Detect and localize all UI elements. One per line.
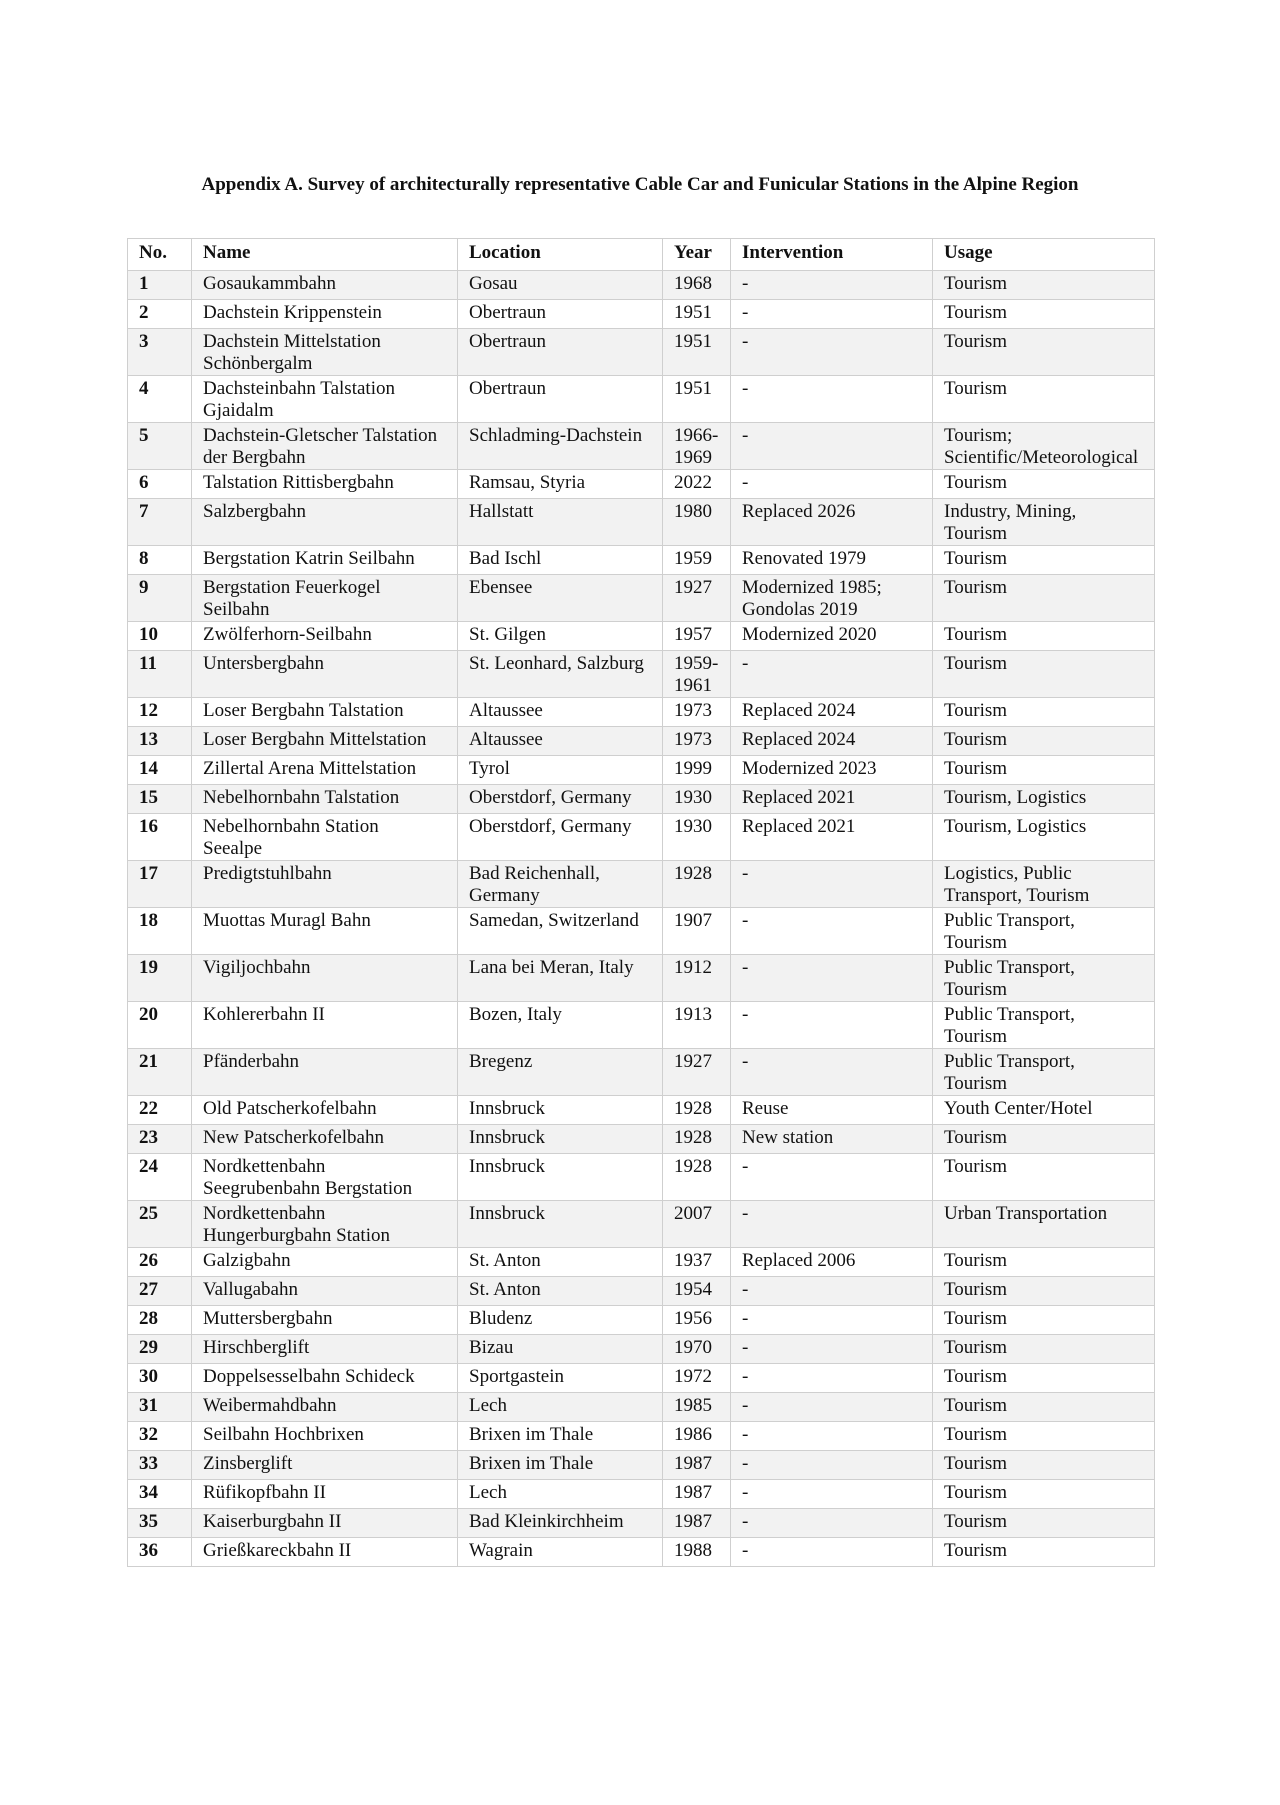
cell-year: 1912: [663, 955, 731, 1002]
cell-intervention: Replaced 2021: [731, 785, 933, 814]
cell-year: 1927: [663, 575, 731, 622]
cell-intervention: -: [731, 955, 933, 1002]
cell-name: Zillertal Arena Mittelstation: [192, 756, 458, 785]
table-row: [128, 271, 1155, 300]
cell-no: 27: [128, 1277, 192, 1306]
cell-year: 1927: [663, 1049, 731, 1096]
cell-name: Kohlererbahn II: [192, 1002, 458, 1049]
cell-usage: Tourism: [933, 1364, 1155, 1393]
cell-year: 1951: [663, 376, 731, 423]
cell-year: 1951: [663, 329, 731, 376]
cell-intervention: -: [731, 300, 933, 329]
table-row: [128, 908, 1155, 955]
cell-year: 1985: [663, 1393, 731, 1422]
table-row: [128, 1049, 1155, 1096]
table-row: [128, 727, 1155, 756]
cell-name: Bergstation Katrin Seilbahn: [192, 546, 458, 575]
cell-name: Seilbahn Hochbrixen: [192, 1422, 458, 1451]
table-row: [128, 1393, 1155, 1422]
cell-location: Obertraun: [458, 300, 663, 329]
cell-intervention: -: [731, 1509, 933, 1538]
cell-name: Nebelhornbahn Station Seealpe: [192, 814, 458, 861]
cell-intervention: -: [731, 423, 933, 470]
cell-intervention: -: [731, 271, 933, 300]
table-row: [128, 651, 1155, 698]
cell-no: 34: [128, 1480, 192, 1509]
cell-no: 31: [128, 1393, 192, 1422]
cell-name: Zinsberglift: [192, 1451, 458, 1480]
cell-intervention: Modernized 1985; Gondolas 2019: [731, 575, 933, 622]
cell-year: 1954: [663, 1277, 731, 1306]
cell-usage: Tourism: [933, 651, 1155, 698]
cell-year: 1956: [663, 1306, 731, 1335]
cell-location: St. Anton: [458, 1248, 663, 1277]
table-row: [128, 1154, 1155, 1201]
column-header-location: Location: [458, 239, 663, 271]
cell-usage: Tourism: [933, 470, 1155, 499]
table-row: [128, 546, 1155, 575]
cell-usage: Tourism: [933, 1451, 1155, 1480]
cell-name: Nebelhornbahn Talstation: [192, 785, 458, 814]
cell-location: Bregenz: [458, 1049, 663, 1096]
cell-location: Innsbruck: [458, 1201, 663, 1248]
cell-intervention: New station: [731, 1125, 933, 1154]
cell-year: 1980: [663, 499, 731, 546]
cell-year: 1987: [663, 1509, 731, 1538]
cell-no: 8: [128, 546, 192, 575]
cell-no: 16: [128, 814, 192, 861]
cell-location: Wagrain: [458, 1538, 663, 1567]
cell-no: 25: [128, 1201, 192, 1248]
cell-location: Altaussee: [458, 727, 663, 756]
table-row: [128, 1480, 1155, 1509]
cell-year: 1957: [663, 622, 731, 651]
cell-no: 7: [128, 499, 192, 546]
cell-location: Innsbruck: [458, 1154, 663, 1201]
cell-intervention: -: [731, 1306, 933, 1335]
cell-usage: Tourism: [933, 1306, 1155, 1335]
cell-intervention: Reuse: [731, 1096, 933, 1125]
cell-name: New Patscherkofelbahn: [192, 1125, 458, 1154]
table-row: [128, 1096, 1155, 1125]
cell-year: 1907: [663, 908, 731, 955]
cell-usage: Urban Transportation: [933, 1201, 1155, 1248]
cell-intervention: -: [731, 1201, 933, 1248]
cell-intervention: Replaced 2006: [731, 1248, 933, 1277]
cell-no: 29: [128, 1335, 192, 1364]
cell-location: Bizau: [458, 1335, 663, 1364]
cell-name: Muttersbergbahn: [192, 1306, 458, 1335]
cell-year: 1930: [663, 785, 731, 814]
cell-intervention: Replaced 2026: [731, 499, 933, 546]
cell-usage: Logistics, Public Transport, Tourism: [933, 861, 1155, 908]
cell-intervention: -: [731, 1480, 933, 1509]
cell-usage: Tourism: [933, 727, 1155, 756]
cell-location: Sportgastein: [458, 1364, 663, 1393]
cell-intervention: -: [731, 1335, 933, 1364]
cell-intervention: -: [731, 908, 933, 955]
table-row: [128, 470, 1155, 499]
cell-location: Obertraun: [458, 329, 663, 376]
column-header-year: Year: [663, 239, 731, 271]
cell-year: 1928: [663, 861, 731, 908]
cell-intervention: Replaced 2021: [731, 814, 933, 861]
cell-name: Salzbergbahn: [192, 499, 458, 546]
cell-name: Weibermahdbahn: [192, 1393, 458, 1422]
cell-name: Dachstein Mittelstation Schönbergalm: [192, 329, 458, 376]
cell-year: 1966- 1969: [663, 423, 731, 470]
cell-no: 11: [128, 651, 192, 698]
cell-name: Nordkettenbahn Hungerburgbahn Station: [192, 1201, 458, 1248]
cell-no: 12: [128, 698, 192, 727]
cell-location: Tyrol: [458, 756, 663, 785]
cell-no: 28: [128, 1306, 192, 1335]
cell-location: Ramsau, Styria: [458, 470, 663, 499]
cell-usage: Tourism: [933, 1125, 1155, 1154]
cell-usage: Tourism: [933, 1480, 1155, 1509]
cell-usage: Public Transport, Tourism: [933, 908, 1155, 955]
cell-no: 20: [128, 1002, 192, 1049]
cell-name: Gosaukammbahn: [192, 271, 458, 300]
table-row: [128, 785, 1155, 814]
cell-usage: Tourism: [933, 546, 1155, 575]
cell-location: Innsbruck: [458, 1125, 663, 1154]
cell-location: Lech: [458, 1480, 663, 1509]
cell-no: 26: [128, 1248, 192, 1277]
cell-no: 22: [128, 1096, 192, 1125]
cell-year: 1930: [663, 814, 731, 861]
cell-no: 35: [128, 1509, 192, 1538]
table-row: [128, 622, 1155, 651]
cell-location: Altaussee: [458, 698, 663, 727]
cell-location: Obertraun: [458, 376, 663, 423]
cell-usage: Tourism, Logistics: [933, 785, 1155, 814]
table-row: [128, 423, 1155, 470]
cell-name: Untersbergbahn: [192, 651, 458, 698]
table-row: [128, 376, 1155, 423]
cell-usage: Public Transport, Tourism: [933, 1049, 1155, 1096]
cell-location: St. Leonhard, Salzburg: [458, 651, 663, 698]
cell-usage: Tourism: [933, 756, 1155, 785]
cell-no: 24: [128, 1154, 192, 1201]
cell-usage: Tourism: [933, 1509, 1155, 1538]
cell-name: Loser Bergbahn Mittelstation: [192, 727, 458, 756]
cell-usage: Public Transport, Tourism: [933, 955, 1155, 1002]
cell-usage: Tourism: [933, 1422, 1155, 1451]
table-row: [128, 1451, 1155, 1480]
cell-location: Oberstdorf, Germany: [458, 814, 663, 861]
cell-name: Zwölferhorn-Seilbahn: [192, 622, 458, 651]
cell-usage: Tourism: [933, 698, 1155, 727]
cell-usage: Tourism: [933, 1277, 1155, 1306]
cell-no: 18: [128, 908, 192, 955]
cell-usage: Industry, Mining, Tourism: [933, 499, 1155, 546]
cell-no: 15: [128, 785, 192, 814]
cell-name: Hirschberglift: [192, 1335, 458, 1364]
cell-intervention: -: [731, 1422, 933, 1451]
cell-location: Samedan, Switzerland: [458, 908, 663, 955]
table-row: [128, 1306, 1155, 1335]
cell-intervention: -: [731, 1277, 933, 1306]
cell-intervention: -: [731, 470, 933, 499]
table-row: [128, 329, 1155, 376]
cell-year: 2022: [663, 470, 731, 499]
cell-usage: Tourism; Scientific/Meteorological: [933, 423, 1155, 470]
table-row: [128, 1422, 1155, 1451]
cell-year: 1913: [663, 1002, 731, 1049]
cell-year: 1973: [663, 727, 731, 756]
cell-usage: Public Transport, Tourism: [933, 1002, 1155, 1049]
table-row: [128, 1201, 1155, 1248]
cell-name: Vigiljochbahn: [192, 955, 458, 1002]
cell-name: Bergstation Feuerkogel Seilbahn: [192, 575, 458, 622]
cell-no: 17: [128, 861, 192, 908]
table-row: [128, 1364, 1155, 1393]
cell-no: 13: [128, 727, 192, 756]
table-header: [128, 239, 1155, 271]
cell-intervention: Replaced 2024: [731, 727, 933, 756]
cell-no: 9: [128, 575, 192, 622]
cell-intervention: -: [731, 1451, 933, 1480]
cell-location: Bad Kleinkirchheim: [458, 1509, 663, 1538]
cell-year: 1959- 1961: [663, 651, 731, 698]
cell-location: St. Anton: [458, 1277, 663, 1306]
cell-usage: Tourism: [933, 376, 1155, 423]
cell-location: Lech: [458, 1393, 663, 1422]
cell-year: 1987: [663, 1480, 731, 1509]
cell-name: Grießkareckbahn II: [192, 1538, 458, 1567]
cell-no: 1: [128, 271, 192, 300]
cell-intervention: -: [731, 861, 933, 908]
cell-no: 10: [128, 622, 192, 651]
cell-location: Brixen im Thale: [458, 1451, 663, 1480]
cell-usage: Tourism: [933, 271, 1155, 300]
cell-name: Nordkettenbahn Seegrubenbahn Bergstation: [192, 1154, 458, 1201]
cell-location: Gosau: [458, 271, 663, 300]
table-row: [128, 575, 1155, 622]
table-row: [128, 1509, 1155, 1538]
table-row: [128, 1002, 1155, 1049]
cell-intervention: Modernized 2020: [731, 622, 933, 651]
cell-name: Pfänderbahn: [192, 1049, 458, 1096]
cell-name: Old Patscherkofelbahn: [192, 1096, 458, 1125]
cell-location: Brixen im Thale: [458, 1422, 663, 1451]
cell-year: 1951: [663, 300, 731, 329]
cell-intervention: -: [731, 1538, 933, 1567]
cell-name: Dachsteinbahn Talstation Gjaidalm: [192, 376, 458, 423]
cell-intervention: -: [731, 1154, 933, 1201]
table-row: [128, 1277, 1155, 1306]
cell-intervention: -: [731, 1002, 933, 1049]
cell-name: Talstation Rittisbergbahn: [192, 470, 458, 499]
cell-intervention: Modernized 2023: [731, 756, 933, 785]
cell-year: 2007: [663, 1201, 731, 1248]
cell-intervention: Renovated 1979: [731, 546, 933, 575]
table-row: [128, 1248, 1155, 1277]
cell-intervention: -: [731, 1393, 933, 1422]
cell-year: 1928: [663, 1096, 731, 1125]
table-row: [128, 1335, 1155, 1364]
cell-year: 1928: [663, 1154, 731, 1201]
column-header-name: Name: [192, 239, 458, 271]
cell-no: 2: [128, 300, 192, 329]
cell-no: 33: [128, 1451, 192, 1480]
cell-year: 1970: [663, 1335, 731, 1364]
cell-name: Kaiserburgbahn II: [192, 1509, 458, 1538]
column-header-intervention: Intervention: [731, 239, 933, 271]
cell-year: 1986: [663, 1422, 731, 1451]
table-row: [128, 1538, 1155, 1567]
cell-intervention: -: [731, 651, 933, 698]
appendix-title: Appendix A. Survey of architecturally representative Cable Car and Funicular Stations in the Alpine Region: [201, 174, 1079, 195]
cell-usage: Tourism: [933, 575, 1155, 622]
cell-location: Bad Ischl: [458, 546, 663, 575]
cell-intervention: -: [731, 1364, 933, 1393]
cell-no: 4: [128, 376, 192, 423]
cell-location: Oberstdorf, Germany: [458, 785, 663, 814]
cell-name: Doppelsesselbahn Schideck: [192, 1364, 458, 1393]
cell-year: 1968: [663, 271, 731, 300]
cell-year: 1988: [663, 1538, 731, 1567]
column-header-usage: Usage: [933, 239, 1155, 271]
cell-usage: Tourism: [933, 622, 1155, 651]
table-row: [128, 300, 1155, 329]
cell-intervention: -: [731, 376, 933, 423]
cell-no: 3: [128, 329, 192, 376]
cell-name: Muottas Muragl Bahn: [192, 908, 458, 955]
cell-location: Bozen, Italy: [458, 1002, 663, 1049]
cell-name: Galzigbahn: [192, 1248, 458, 1277]
header-row: [128, 239, 1155, 271]
table-row: [128, 698, 1155, 727]
cell-intervention: Replaced 2024: [731, 698, 933, 727]
table-row: [128, 955, 1155, 1002]
cell-intervention: -: [731, 329, 933, 376]
cell-usage: Tourism: [933, 300, 1155, 329]
cell-usage: Tourism: [933, 1538, 1155, 1567]
table-row: [128, 756, 1155, 785]
cell-no: 32: [128, 1422, 192, 1451]
table-row: [128, 1125, 1155, 1154]
table-row: [128, 861, 1155, 908]
table-row: [128, 499, 1155, 546]
cell-no: 23: [128, 1125, 192, 1154]
cell-name: Predigtstuhlbahn: [192, 861, 458, 908]
cell-no: 19: [128, 955, 192, 1002]
cell-location: Innsbruck: [458, 1096, 663, 1125]
cell-no: 14: [128, 756, 192, 785]
cell-no: 5: [128, 423, 192, 470]
cell-intervention: -: [731, 1049, 933, 1096]
cell-year: 1987: [663, 1451, 731, 1480]
cell-usage: Tourism: [933, 329, 1155, 376]
cell-year: 1999: [663, 756, 731, 785]
cell-year: 1959: [663, 546, 731, 575]
cell-year: 1973: [663, 698, 731, 727]
cell-name: Vallugabahn: [192, 1277, 458, 1306]
cell-name: Loser Bergbahn Talstation: [192, 698, 458, 727]
table-body: [128, 271, 1155, 1567]
cell-no: 30: [128, 1364, 192, 1393]
cell-usage: Youth Center/Hotel: [933, 1096, 1155, 1125]
cell-usage: Tourism, Logistics: [933, 814, 1155, 861]
cell-location: Lana bei Meran, Italy: [458, 955, 663, 1002]
cell-year: 1937: [663, 1248, 731, 1277]
cell-usage: Tourism: [933, 1393, 1155, 1422]
cell-no: 36: [128, 1538, 192, 1567]
cell-year: 1972: [663, 1364, 731, 1393]
cell-no: 21: [128, 1049, 192, 1096]
cell-location: Hallstatt: [458, 499, 663, 546]
cell-usage: Tourism: [933, 1248, 1155, 1277]
survey-table: [127, 238, 1155, 1567]
cell-name: Dachstein Krippenstein: [192, 300, 458, 329]
cell-year: 1928: [663, 1125, 731, 1154]
column-header-no: No.: [128, 239, 192, 271]
cell-location: St. Gilgen: [458, 622, 663, 651]
cell-location: Bad Reichenhall, Germany: [458, 861, 663, 908]
cell-usage: Tourism: [933, 1154, 1155, 1201]
cell-usage: Tourism: [933, 1335, 1155, 1364]
cell-name: Dachstein-Gletscher Talstation der Bergbahn: [192, 423, 458, 470]
cell-location: Schladming-Dachstein: [458, 423, 663, 470]
table-row: [128, 814, 1155, 861]
cell-name: Rüfikopfbahn II: [192, 1480, 458, 1509]
cell-location: Bludenz: [458, 1306, 663, 1335]
cell-location: Ebensee: [458, 575, 663, 622]
cell-no: 6: [128, 470, 192, 499]
